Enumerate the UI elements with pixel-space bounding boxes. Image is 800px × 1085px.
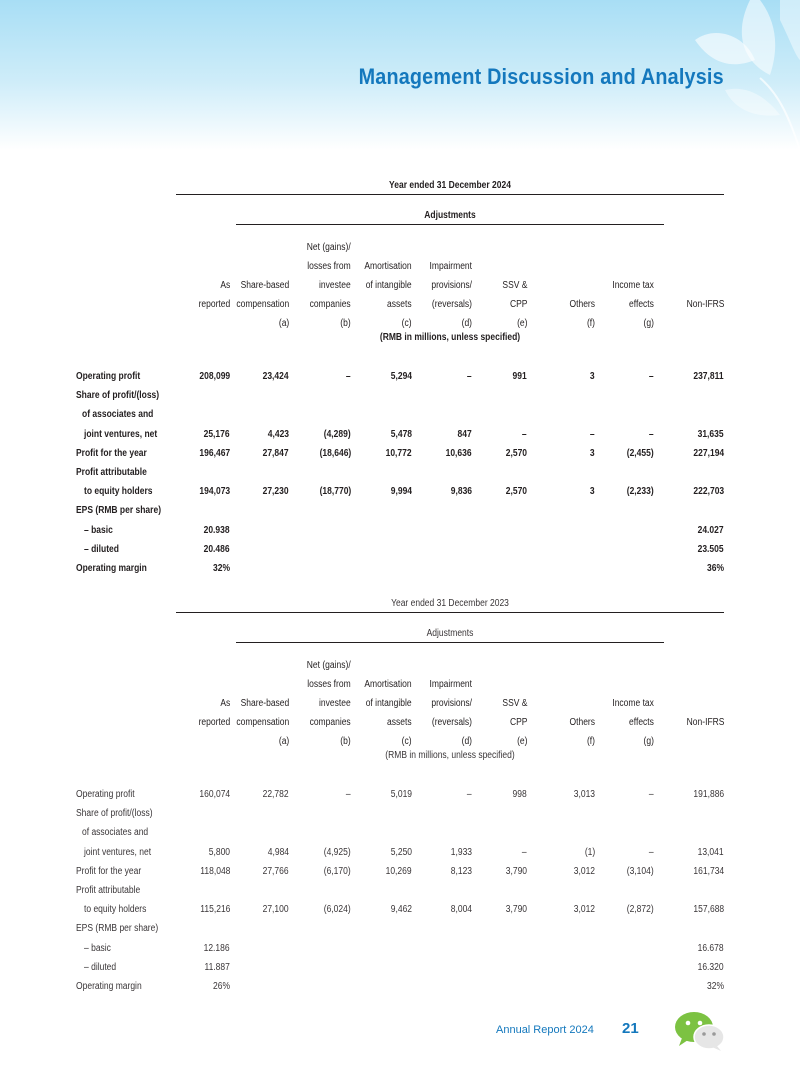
footer-report-name: Annual Report 2024	[496, 1024, 594, 1036]
row-label: of associates and	[82, 827, 149, 839]
column-header-others: Others (f)	[569, 717, 595, 747]
cell-as-reported: 26%	[212, 981, 230, 992]
cell-amortisation: 9,994	[390, 486, 412, 498]
cell-amortisation: 10,772	[385, 447, 412, 459]
cell-impairment: 10,636	[445, 447, 472, 459]
column-header-amortisation: Amortisation of intangible assets (c)	[364, 679, 412, 747]
cell-non-ifrs: 191,886	[693, 789, 724, 800]
row-label: EPS (RMB per share)	[76, 923, 159, 935]
row-label: Operating profit	[76, 371, 141, 382]
column-header-investee-companies: Net (gains)/ losses from investee companies (b)	[307, 242, 351, 329]
cell-as-reported: 5,800	[208, 846, 230, 858]
row-label: Share of profit/(loss)	[76, 390, 160, 402]
cell-as-reported: 20.486	[203, 543, 230, 555]
cell-investee-companies: (4,289)	[324, 428, 351, 440]
unit-caption: (RMB in millions, unless specified)	[385, 750, 515, 761]
cell-impairment: 8,123	[450, 865, 472, 877]
cell-as-reported: 194,073	[199, 486, 230, 498]
cell-as-reported: 20.938	[203, 524, 230, 536]
wechat-icon	[674, 1010, 726, 1052]
table-row	[76, 560, 724, 578]
cell-others: 3	[590, 371, 595, 382]
table-row	[76, 522, 724, 540]
cell-income-tax: –	[649, 789, 654, 800]
unit-caption: (RMB in millions, unless specified)	[379, 332, 521, 343]
table-row	[76, 940, 724, 958]
column-header-others: Others (f)	[569, 299, 595, 329]
column-header-amortisation: Amortisation of intangible assets (c)	[364, 261, 412, 329]
cell-amortisation: 5,294	[390, 371, 412, 382]
cell-ssv-cpp: 3,790	[505, 904, 527, 916]
cell-non-ifrs: 23.505	[697, 543, 724, 555]
cell-share-based-compensation: 22,782	[262, 789, 289, 800]
cell-non-ifrs: 31,635	[697, 428, 724, 440]
column-header-share-based-compensation: Share-based compensation (a)	[236, 280, 289, 329]
row-label: Profit for the year	[76, 447, 147, 459]
row-label: – basic	[84, 942, 111, 954]
cell-as-reported: 208,099	[199, 371, 230, 382]
cell-others: 3,013	[573, 789, 595, 800]
cell-ssv-cpp: 998	[512, 789, 527, 800]
cell-ssv-cpp: 2,570	[505, 447, 527, 459]
cell-others: –	[590, 428, 595, 440]
row-label: – basic	[84, 524, 113, 536]
table-row	[76, 824, 724, 842]
cell-impairment: 1,933	[450, 846, 472, 858]
row-label: – diluted	[84, 961, 117, 973]
row-label: joint ventures, net	[84, 846, 152, 858]
table-row	[76, 863, 724, 881]
row-label: EPS (RMB per share)	[76, 505, 162, 517]
cell-non-ifrs: 227,194	[693, 447, 724, 459]
table-row	[76, 920, 724, 938]
cell-ssv-cpp: 2,570	[505, 486, 527, 498]
table-row	[76, 541, 724, 559]
cell-non-ifrs: 157,688	[693, 904, 724, 916]
row-label: Operating profit	[76, 789, 135, 800]
adjustments-caption: Adjustments	[424, 210, 476, 221]
cell-non-ifrs: 16.678	[697, 942, 724, 954]
cell-non-ifrs: 13,041	[697, 846, 724, 858]
cell-amortisation: 9,462	[390, 904, 412, 916]
cell-share-based-compensation: 27,230	[262, 486, 289, 498]
row-label: Profit attributable	[76, 467, 147, 478]
table-row	[76, 978, 724, 996]
table-row	[76, 426, 724, 444]
column-header-impairment: Impairment provisions/ (reversals) (d)	[429, 261, 472, 329]
row-label: to equity holders	[84, 904, 147, 916]
table-row	[76, 786, 724, 804]
cell-amortisation: 10,269	[385, 865, 412, 877]
cell-as-reported: 118,048	[199, 865, 230, 877]
cell-share-based-compensation: 23,424	[262, 371, 289, 382]
cell-others: (1)	[584, 846, 595, 858]
cell-share-based-compensation: 27,766	[262, 865, 289, 877]
column-header-non-ifrs: Non-IFRS	[686, 717, 724, 728]
cell-non-ifrs: 24.027	[697, 524, 724, 536]
cell-share-based-compensation: 4,423	[267, 428, 289, 440]
page-number: 21	[622, 1020, 639, 1037]
cell-income-tax: (2,872)	[627, 904, 654, 916]
cell-as-reported: 25,176	[203, 428, 230, 440]
cell-income-tax: (3,104)	[627, 865, 654, 877]
row-label: Share of profit/(loss)	[76, 808, 153, 820]
column-header-ssv-cpp: SSV & CPP (e)	[501, 280, 527, 329]
cell-ssv-cpp: –	[522, 428, 527, 440]
column-header-income-tax: Income tax effects (g)	[612, 698, 654, 747]
cell-impairment: 8,004	[450, 904, 472, 916]
table-row	[76, 387, 724, 405]
row-label: joint ventures, net	[84, 428, 158, 440]
adjustments-rule	[236, 642, 664, 643]
row-label: Profit attributable	[76, 885, 141, 896]
cell-income-tax: –	[649, 846, 654, 858]
period-caption: Year ended 31 December 2023	[391, 598, 509, 609]
column-header-investee-companies: Net (gains)/ losses from investee companies (b)	[307, 660, 351, 747]
cell-investee-companies: –	[346, 789, 351, 800]
cell-investee-companies: (6,170)	[324, 865, 351, 877]
table-row	[76, 502, 724, 520]
cell-impairment: 847	[457, 428, 472, 440]
column-header-share-based-compensation: Share-based compensation (a)	[236, 698, 289, 747]
cell-others: 3	[590, 486, 595, 498]
table-row	[76, 406, 724, 424]
cell-ssv-cpp: 991	[512, 371, 527, 382]
column-header-as-reported: As reported	[198, 698, 230, 728]
cell-as-reported: 12.186	[203, 942, 230, 954]
row-label: Operating margin	[76, 563, 147, 574]
cell-share-based-compensation: 27,100	[262, 904, 289, 916]
cell-ssv-cpp: 3,790	[505, 865, 527, 877]
cell-non-ifrs: 16.320	[697, 961, 724, 973]
header-rule	[176, 194, 724, 195]
cell-others: 3,012	[573, 865, 595, 877]
period-caption: Year ended 31 December 2024	[389, 180, 511, 191]
row-label: Operating margin	[76, 981, 142, 992]
cell-amortisation: 5,478	[390, 428, 412, 440]
cell-non-ifrs: 32%	[706, 981, 724, 992]
cell-non-ifrs: 237,811	[693, 371, 724, 382]
cell-income-tax: –	[649, 371, 654, 382]
table-row	[76, 844, 724, 862]
cell-as-reported: 160,074	[199, 789, 230, 800]
cell-impairment: –	[467, 789, 472, 800]
cell-share-based-compensation: 27,847	[262, 447, 289, 459]
column-header-impairment: Impairment provisions/ (reversals) (d)	[429, 679, 472, 747]
table-row	[76, 464, 724, 482]
cell-investee-companies: (18,770)	[319, 486, 351, 498]
column-header-income-tax: Income tax effects (g)	[612, 280, 654, 329]
cell-as-reported: 11.887	[204, 961, 230, 973]
cell-amortisation: 5,250	[390, 846, 412, 858]
table-row	[76, 901, 724, 919]
page-title: Management Discussion and Analysis	[358, 64, 724, 89]
cell-non-ifrs: 161,734	[693, 865, 724, 877]
table-row	[76, 445, 724, 463]
table-row	[76, 483, 724, 501]
header-rule	[176, 612, 724, 613]
cell-income-tax: (2,455)	[627, 447, 654, 459]
cell-non-ifrs: 222,703	[693, 486, 724, 498]
cell-investee-companies: (6,024)	[324, 904, 351, 916]
row-label: Profit for the year	[76, 865, 142, 877]
cell-as-reported: 32%	[212, 563, 230, 574]
table-row	[76, 882, 724, 900]
table-row	[76, 805, 724, 823]
row-label: to equity holders	[84, 486, 153, 498]
cell-impairment: 9,836	[450, 486, 472, 498]
cell-income-tax: –	[649, 428, 654, 440]
cell-income-tax: (2,233)	[627, 486, 654, 498]
column-header-ssv-cpp: SSV & CPP (e)	[501, 698, 527, 747]
cell-investee-companies: –	[346, 371, 351, 382]
row-label: of associates and	[82, 409, 154, 421]
cell-as-reported: 196,467	[199, 447, 230, 459]
adjustments-rule	[236, 224, 664, 225]
cell-investee-companies: (18,646)	[319, 447, 351, 459]
table-row	[76, 959, 724, 977]
row-label: – diluted	[84, 543, 119, 555]
column-header-as-reported: As reported	[198, 280, 230, 310]
cell-as-reported: 115,216	[199, 904, 230, 916]
cell-impairment: –	[467, 371, 472, 382]
table-row	[76, 368, 724, 386]
cell-ssv-cpp: –	[522, 846, 527, 858]
cell-investee-companies: (4,925)	[324, 846, 351, 858]
adjustments-caption: Adjustments	[426, 628, 474, 639]
cell-amortisation: 5,019	[390, 789, 412, 800]
cell-others: 3,012	[573, 904, 595, 916]
column-header-non-ifrs: Non-IFRS	[686, 299, 724, 310]
cell-non-ifrs: 36%	[706, 563, 724, 574]
cell-share-based-compensation: 4,984	[267, 846, 289, 858]
cell-others: 3	[590, 447, 595, 459]
